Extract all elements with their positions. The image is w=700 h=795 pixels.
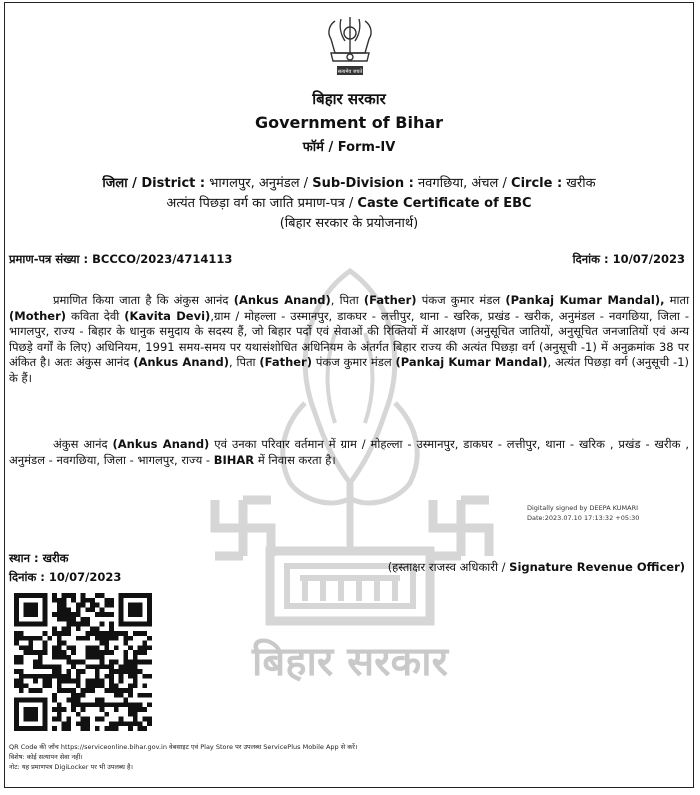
- certificate-page: [4, 2, 694, 788]
- place-of-issue: [9, 551, 69, 566]
- digital-signature-line: Digitally signed by DEEPA KUMARI: [527, 504, 639, 512]
- place-value: खरीक: [42, 551, 69, 565]
- digital-signature-date: Date:2023.07.10 17:13:32 +05:30: [527, 514, 640, 522]
- text-segment: , अत्यंत पिछड़ा वर्ग (अनुसूची -1) के हैं।: [9, 355, 690, 385]
- issue-date: [9, 570, 121, 585]
- applicant-name-hindi: अंकुस आनंद: [53, 437, 108, 451]
- father-name-english: (Pankaj Kumar Mandal): [395, 355, 548, 369]
- watermark-text: बिहार सरकार: [252, 639, 448, 685]
- footer-digilocker-note: नोट: यह प्रमाणपत्र DigiLocker पर भी उपलब्ध है।: [9, 763, 133, 771]
- text-segment: में निवास करता है।: [257, 452, 336, 467]
- government-title: Government of Bihar: [254, 113, 444, 132]
- applicant-name-english: (Ankus Anand): [112, 437, 210, 451]
- certificate-title: [5, 193, 693, 211]
- father-name-hindi: पंकज कुमार मंडल: [315, 355, 392, 369]
- subdivision-value: नवगछिया, अंचल /: [417, 176, 507, 191]
- certificate-number-value: BCCCO/2023/4714113: [92, 252, 233, 266]
- footer-note: विशेष: कोई सत्यापन सेवा नहीं।: [9, 753, 83, 761]
- qr-code[interactable]: [13, 593, 153, 731]
- circle-label: Circle :: [511, 176, 563, 191]
- issue-date-label: दिनांक :: [9, 570, 45, 584]
- issue-date-value: 10/07/2023: [48, 570, 122, 584]
- national-emblem-icon: [321, 13, 379, 79]
- mother-name-hindi: कविता देवी: [71, 308, 120, 323]
- certificate-date-label: दिनांक :: [572, 252, 609, 266]
- text-segment: प्रमाणित किया जाता है कि अंकुस आनंद: [53, 293, 229, 307]
- certificate-date: [573, 252, 685, 267]
- district-value: भागलपुर, अनुमंडल /: [209, 176, 309, 191]
- emblem-motto: सत्यमेव जयते: [337, 69, 363, 75]
- state-name: BIHAR: [213, 452, 255, 467]
- state-name-hindi: बिहार सरकार: [312, 90, 386, 108]
- certificate-purpose: (बिहार सरकार के प्रयोजनार्थ): [279, 216, 419, 231]
- certificate-title-english: Caste Certificate of EBC: [357, 196, 532, 211]
- father-label: (Father): [259, 355, 312, 369]
- applicant-name-english: (Ankus Anand): [233, 293, 331, 307]
- signature-officer: [388, 560, 685, 575]
- text-segment: ,ग्राम / मोहल्ला - उस्मानपुर, डाकघर - लत्तीपुर, थाना - खरिक, प्रखंड - खरीक, अनुमंडल - नवगछिया, जिला - भागलपुर, राज्य - बिहार के धानुक समुदाय के सदस्य हैं, जो बिहार पदों एवं सेवाओं की रिक्तियों में आरक्षण (अनुसूचित जातियों, अनुसूचित जनजातियों एवं अन्य पिछड़े वर्गों के लिए) अधिनियम, 1991 समय-समय पर यथासंशोधित अधिनियम के अंतर्गत बिहार राज्य की अत्यंत पिछड़ा वर्ग (अनुसूची -1) में अनुक्रमांक 38 पर अंकित है। अतः अंकुस आनंद: [9, 308, 690, 369]
- form-number: फॉर्म / Form-IV: [302, 140, 396, 155]
- certificate-number-label: प्रमाण-पत्र संख्या :: [9, 252, 89, 266]
- certificate-date-value: 10/07/2023: [612, 252, 685, 266]
- signature-label-hindi: (हस्ताक्षर राजस्व अधिकारी /: [387, 560, 506, 574]
- applicant-name-english: (Ankus Anand): [133, 355, 229, 369]
- father-name-hindi: पंकज कुमार मंडल: [421, 293, 501, 307]
- text-segment: माता: [669, 293, 690, 307]
- footer-verification-note: QR Code की जाँच https://serviceonline.bihar.gov.in वेबसाइट एवं Play Store पर उपलब्ध ServicePlus Mobile App से करें।: [9, 743, 358, 751]
- residence-paragraph: [9, 437, 689, 468]
- mother-label: (Mother): [9, 308, 67, 323]
- certificate-number: [9, 252, 232, 267]
- certification-paragraph: [9, 293, 689, 386]
- father-name-english: (Pankaj Kumar Mandal),: [505, 293, 665, 307]
- text-segment: , पिता: [330, 293, 359, 307]
- place-label: स्थान :: [9, 551, 39, 565]
- circle-value: खरीक: [566, 176, 596, 191]
- text-segment: एवं उनका परिवार वर्तमान में ग्राम / मोहल्ला - उस्मानपुर, डाकघर - लत्तीपुर, थाना - खरिक , प्रखंड - खरीक , अनुमंडल - नवगछिया, जिला - भागलपुर, राज्य -: [9, 437, 690, 467]
- mother-name-english: (Kavita Devi): [124, 308, 211, 323]
- signature-label-english: Signature Revenue Officer): [509, 560, 685, 574]
- district-label: जिला / District :: [102, 176, 206, 191]
- digital-signature-stamp: [527, 503, 639, 523]
- certificate-title-hindi: अत्यंत पिछड़ा वर्ग का जाति प्रमाण-पत्र /: [166, 196, 354, 211]
- jurisdiction-line: [5, 173, 693, 191]
- text-segment: , पिता: [228, 355, 256, 369]
- subdivision-label: Sub-Division :: [312, 176, 414, 191]
- father-label: (Father): [363, 293, 417, 307]
